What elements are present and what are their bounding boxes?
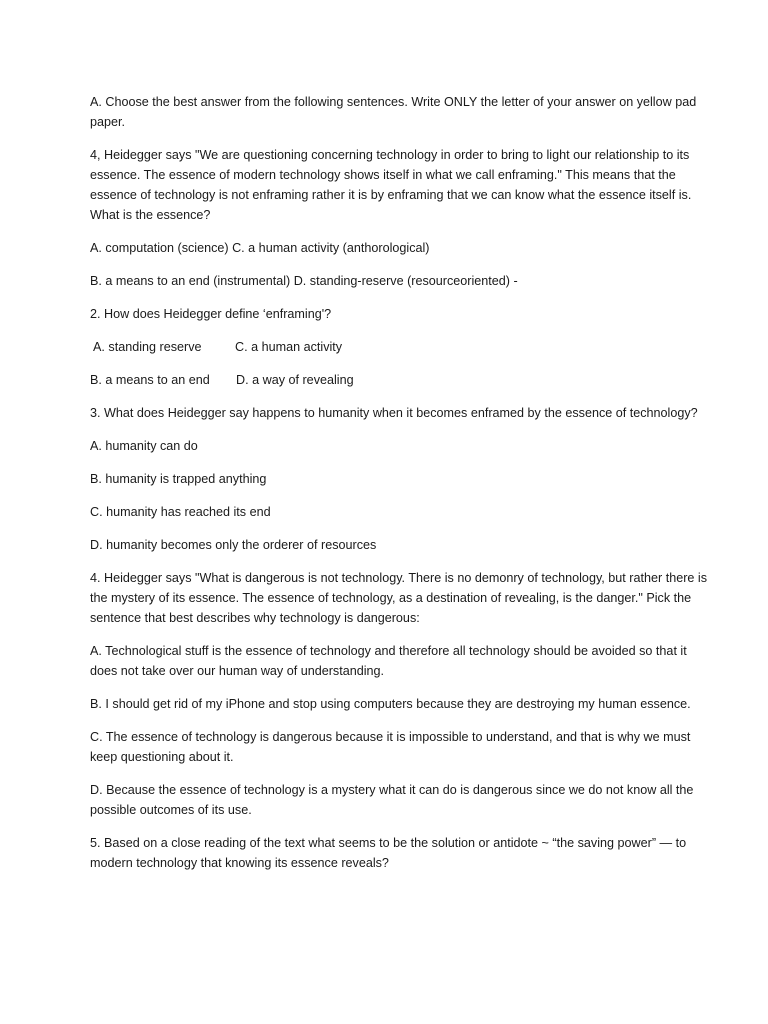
q1-options-a-c: A. computation (science) C. a human activity (anthorological) xyxy=(90,241,430,255)
q4-option-b: B. I should get rid of my iPhone and stop using computers because they are destroying my human essence. xyxy=(90,697,691,711)
q2-options-row-2 xyxy=(90,370,708,390)
q2-options-row-1 xyxy=(90,337,708,357)
q3-option-d: D. humanity becomes only the orderer of resources xyxy=(90,538,377,552)
q4-option-a: A. Technological stuff is the essence of technology and therefore all technology should be avoided so that it does not take over our human way of understanding. xyxy=(90,644,687,678)
question-1: 4, Heidegger says "We are questioning concerning technology in order to bring to light our relationship to its essence. The essence of modern technology shows itself in what we call enframing." This means that the essence of technology is not enframing rather it is by enframing that we can know what the essence itself is. What is the essence? xyxy=(90,148,692,222)
question-2: 2. How does Heidegger define ‘enframing'? xyxy=(90,307,332,321)
q4-option-d: D. Because the essence of technology is a mystery what it can do is dangerous since we do not know all the possible outcomes of its use. xyxy=(90,783,694,817)
q2-option-c: C. a human activity xyxy=(235,340,343,354)
instructions: A. Choose the best answer from the following sentences. Write ONLY the letter of your answer on yellow pad paper. xyxy=(90,95,697,129)
q2-option-d: D. a way of revealing xyxy=(236,373,354,387)
q2-option-b: B. a means to an end xyxy=(90,373,210,387)
q2-option-a: A. standing reserve xyxy=(93,340,202,354)
q1-options-b-d: B. a means to an end (instrumental) D. standing-reserve (resourceoriented) - xyxy=(90,274,518,288)
question-3: 3. What does Heidegger say happens to humanity when it becomes enframed by the essence of technology? xyxy=(90,406,698,420)
q3-option-b: B. humanity is trapped anything xyxy=(90,472,267,486)
question-5: 5. Based on a close reading of the text what seems to be the solution or antidote ~ “the saving power” — to modern technology that knowing its essence reveals? xyxy=(90,836,687,870)
question-4: 4. Heidegger says "What is dangerous is not technology. There is no demonry of technology, but rather there is the mystery of its essence. The essence of technology, as a destination of revealing, is the danger." Pick the sentence that best describes why technology is dangerous: xyxy=(90,571,708,625)
q3-option-c: C. humanity has reached its end xyxy=(90,505,271,519)
q4-option-c: C. The essence of technology is dangerous because it is impossible to understand, and that is why we must keep questioning about it. xyxy=(90,730,691,764)
q3-option-a: A. humanity can do xyxy=(90,439,198,453)
